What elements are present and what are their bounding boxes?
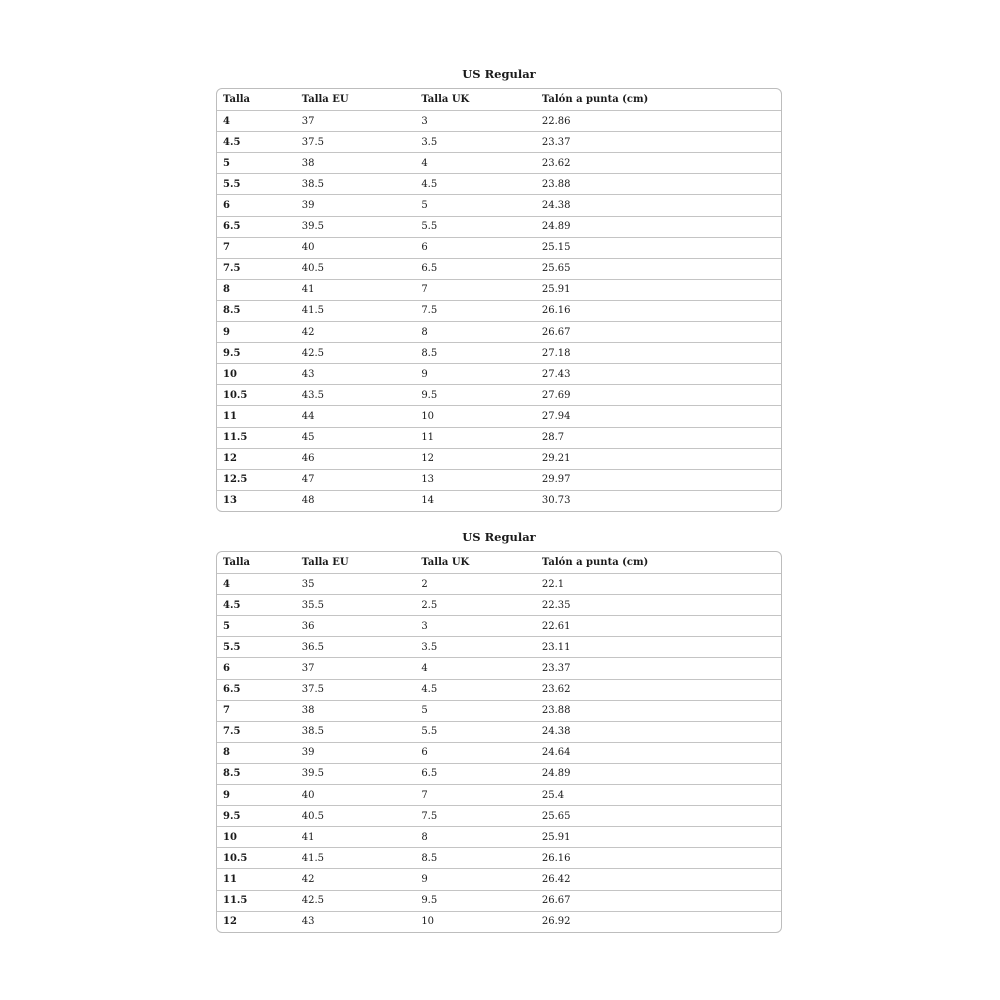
table-cell: 11 (223, 873, 237, 885)
table-cell: 6.5 (421, 768, 438, 780)
table-cell: 26.92 (541, 916, 571, 928)
table-cell: 26.67 (541, 326, 571, 338)
table-cell: 12 (223, 916, 237, 928)
column-header: Talla (223, 94, 251, 106)
table-row (217, 657, 781, 678)
table-cell: 3 (421, 115, 428, 127)
table-cell: 25.91 (541, 831, 571, 843)
table-cell: 43 (301, 916, 315, 928)
table-cell: 5.5 (421, 726, 438, 738)
table-cell: 23.88 (541, 705, 571, 717)
table-row (217, 342, 781, 363)
table-row (217, 890, 781, 911)
table-cell: 9 (223, 326, 230, 338)
table-cell: 10 (223, 368, 237, 380)
size-chart-table (216, 551, 782, 933)
table-cell: 45 (301, 432, 315, 444)
table-row (217, 469, 781, 490)
table-cell: 38.5 (301, 178, 324, 190)
table-row (217, 805, 781, 826)
table-cell: 8 (421, 326, 428, 338)
table-row (217, 700, 781, 721)
table-cell: 26.16 (541, 852, 571, 864)
table-cell: 6.5 (223, 684, 241, 696)
table-cell: 26.67 (541, 895, 571, 907)
table-cell: 27.18 (541, 347, 571, 359)
table-cell: 8 (223, 284, 230, 296)
table-row (217, 742, 781, 763)
table-cell: 5.5 (223, 641, 241, 653)
table-cell: 24.64 (541, 747, 571, 759)
table-cell: 7 (421, 789, 428, 801)
table-cell: 2.5 (421, 599, 438, 611)
column-header: Talón a punta (cm) (541, 557, 649, 569)
table-cell: 5.5 (421, 221, 438, 233)
table-cell: 7.5 (421, 810, 438, 822)
table-cell: 8.5 (223, 768, 241, 780)
table-row (217, 131, 781, 152)
table-row (217, 826, 781, 847)
table-cell: 6 (421, 747, 428, 759)
table-row (217, 721, 781, 742)
table-cell: 5 (421, 705, 428, 717)
table-cell: 9.5 (421, 389, 438, 401)
table-cell: 22.35 (541, 599, 571, 611)
table-cell: 8.5 (223, 305, 241, 317)
table-cell: 4.5 (223, 136, 241, 148)
table-cell: 28.7 (541, 432, 565, 444)
table-cell: 40.5 (301, 263, 324, 275)
table-cell: 29.97 (541, 474, 571, 486)
table-title: US Regular (462, 530, 536, 544)
table-row (217, 784, 781, 805)
table-header-row (217, 552, 781, 573)
table-cell: 6 (421, 242, 428, 254)
table-row (217, 363, 781, 384)
table-cell: 9.5 (223, 810, 241, 822)
table-header-row (217, 89, 781, 110)
table-cell: 4 (223, 115, 230, 127)
table-cell: 9 (223, 789, 230, 801)
table-cell: 4 (421, 157, 428, 169)
column-header: Talla EU (301, 94, 349, 106)
table-cell: 27.43 (541, 368, 571, 380)
table-row (217, 405, 781, 426)
table-row (217, 173, 781, 194)
table-cell: 6 (223, 200, 230, 212)
table-cell: 25.65 (541, 263, 571, 275)
table-cell: 9.5 (223, 347, 241, 359)
table-row (217, 847, 781, 868)
table-cell: 44 (301, 410, 315, 422)
table-cell: 38 (301, 705, 315, 717)
table-cell: 40.5 (301, 810, 324, 822)
table-cell: 24.38 (541, 200, 571, 212)
table-cell: 37 (301, 115, 315, 127)
table-cell: 47 (301, 474, 315, 486)
table-row (217, 911, 781, 932)
table-cell: 36.5 (301, 641, 324, 653)
table-row (217, 279, 781, 300)
table-cell: 40 (301, 789, 315, 801)
table-cell: 4.5 (421, 684, 438, 696)
size-table-section (216, 64, 782, 512)
table-cell: 7.5 (223, 726, 241, 738)
table-cell: 39 (301, 747, 315, 759)
table-cell: 4 (223, 578, 230, 590)
table-cell: 3.5 (421, 136, 438, 148)
table-cell: 23.62 (541, 684, 571, 696)
table-row (217, 258, 781, 279)
table-cell: 37.5 (301, 684, 324, 696)
column-header: Talla (223, 557, 251, 569)
table-cell: 8.5 (421, 852, 438, 864)
table-row (217, 615, 781, 636)
table-cell: 35 (301, 578, 315, 590)
column-header: Talla UK (421, 94, 470, 106)
table-cell: 42 (301, 326, 315, 338)
table-row (217, 427, 781, 448)
table-cell: 39 (301, 200, 315, 212)
table-cell: 8 (223, 747, 230, 759)
table-cell: 7.5 (223, 263, 241, 275)
size-table-section (216, 527, 782, 933)
table-cell: 23.88 (541, 178, 571, 190)
table-row (217, 321, 781, 342)
table-row (217, 194, 781, 215)
table-cell: 9 (421, 368, 428, 380)
table-cell: 48 (301, 495, 315, 507)
table-cell: 25.15 (541, 242, 571, 254)
table-cell: 7.5 (421, 305, 438, 317)
table-row (217, 448, 781, 469)
table-cell: 40 (301, 242, 315, 254)
table-cell: 43 (301, 368, 315, 380)
table-cell: 5 (223, 157, 230, 169)
size-chart-table (216, 88, 782, 512)
table-title: US Regular (462, 67, 536, 81)
table-cell: 12 (223, 453, 237, 465)
table-cell: 13 (421, 474, 435, 486)
table-cell: 41 (301, 831, 315, 843)
table-cell: 13 (223, 495, 237, 507)
column-header: Talla EU (301, 557, 349, 569)
table-cell: 14 (421, 495, 435, 507)
table-cell: 6.5 (421, 263, 438, 275)
table-cell: 7 (223, 242, 230, 254)
table-row (217, 679, 781, 700)
table-row (217, 300, 781, 321)
table-row (217, 763, 781, 784)
table-cell: 24.89 (541, 768, 571, 780)
table-cell: 4.5 (421, 178, 438, 190)
table-cell: 5 (223, 620, 230, 632)
table-row (217, 110, 781, 131)
table-row (217, 636, 781, 657)
table-cell: 24.38 (541, 726, 571, 738)
table-cell: 35.5 (301, 599, 324, 611)
table-cell: 36 (301, 620, 315, 632)
table-row (217, 573, 781, 594)
table-cell: 26.42 (541, 873, 571, 885)
table-cell: 39.5 (301, 768, 324, 780)
table-cell: 37 (301, 663, 315, 675)
table-row (217, 594, 781, 615)
table-cell: 42.5 (301, 347, 324, 359)
table-cell: 10.5 (223, 852, 248, 864)
table-cell: 27.94 (541, 410, 571, 422)
table-cell: 38 (301, 157, 315, 169)
table-cell: 9 (421, 873, 428, 885)
table-cell: 11 (223, 410, 237, 422)
table-row (217, 490, 781, 511)
table-row (217, 384, 781, 405)
table-cell: 22.86 (541, 115, 571, 127)
table-row (217, 868, 781, 889)
table-cell: 8.5 (421, 347, 438, 359)
table-cell: 12 (421, 453, 435, 465)
table-cell: 42 (301, 873, 315, 885)
table-cell: 41.5 (301, 305, 324, 317)
table-cell: 25.4 (541, 789, 565, 801)
table-cell: 11 (421, 432, 435, 444)
table-cell: 12.5 (223, 474, 248, 486)
table-cell: 26.16 (541, 305, 571, 317)
table-cell: 10.5 (223, 389, 248, 401)
table-cell: 22.1 (541, 578, 565, 590)
table-cell: 23.11 (541, 641, 571, 653)
table-cell: 7 (223, 705, 230, 717)
table-cell: 4.5 (223, 599, 241, 611)
column-header: Talón a punta (cm) (541, 94, 649, 106)
table-cell: 22.61 (541, 620, 571, 632)
table-cell: 38.5 (301, 726, 324, 738)
table-cell: 10 (421, 916, 435, 928)
table-cell: 30.73 (541, 495, 571, 507)
table-cell: 23.37 (541, 663, 571, 675)
column-header: Talla UK (421, 557, 470, 569)
table-cell: 41 (301, 284, 315, 296)
table-cell: 24.89 (541, 221, 571, 233)
table-cell: 27.69 (541, 389, 571, 401)
table-cell: 43.5 (301, 389, 324, 401)
table-cell: 46 (301, 453, 315, 465)
table-cell: 10 (223, 831, 237, 843)
table-cell: 41.5 (301, 852, 324, 864)
table-row (217, 237, 781, 258)
table-cell: 37.5 (301, 136, 324, 148)
table-row (217, 216, 781, 237)
table-cell: 2 (421, 578, 428, 590)
table-cell: 23.37 (541, 136, 571, 148)
table-cell: 6.5 (223, 221, 241, 233)
table-cell: 3 (421, 620, 428, 632)
table-cell: 7 (421, 284, 428, 296)
table-cell: 42.5 (301, 895, 324, 907)
table-cell: 5.5 (223, 178, 241, 190)
table-cell: 3.5 (421, 641, 438, 653)
table-cell: 25.65 (541, 810, 571, 822)
table-cell: 4 (421, 663, 428, 675)
table-cell: 8 (421, 831, 428, 843)
table-cell: 23.62 (541, 157, 571, 169)
table-cell: 6 (223, 663, 230, 675)
table-cell: 39.5 (301, 221, 324, 233)
table-cell: 25.91 (541, 284, 571, 296)
table-cell: 5 (421, 200, 428, 212)
table-cell: 11.5 (223, 432, 248, 444)
table-cell: 29.21 (541, 453, 571, 465)
table-cell: 9.5 (421, 895, 438, 907)
table-cell: 11.5 (223, 895, 248, 907)
table-row (217, 152, 781, 173)
table-cell: 10 (421, 410, 435, 422)
